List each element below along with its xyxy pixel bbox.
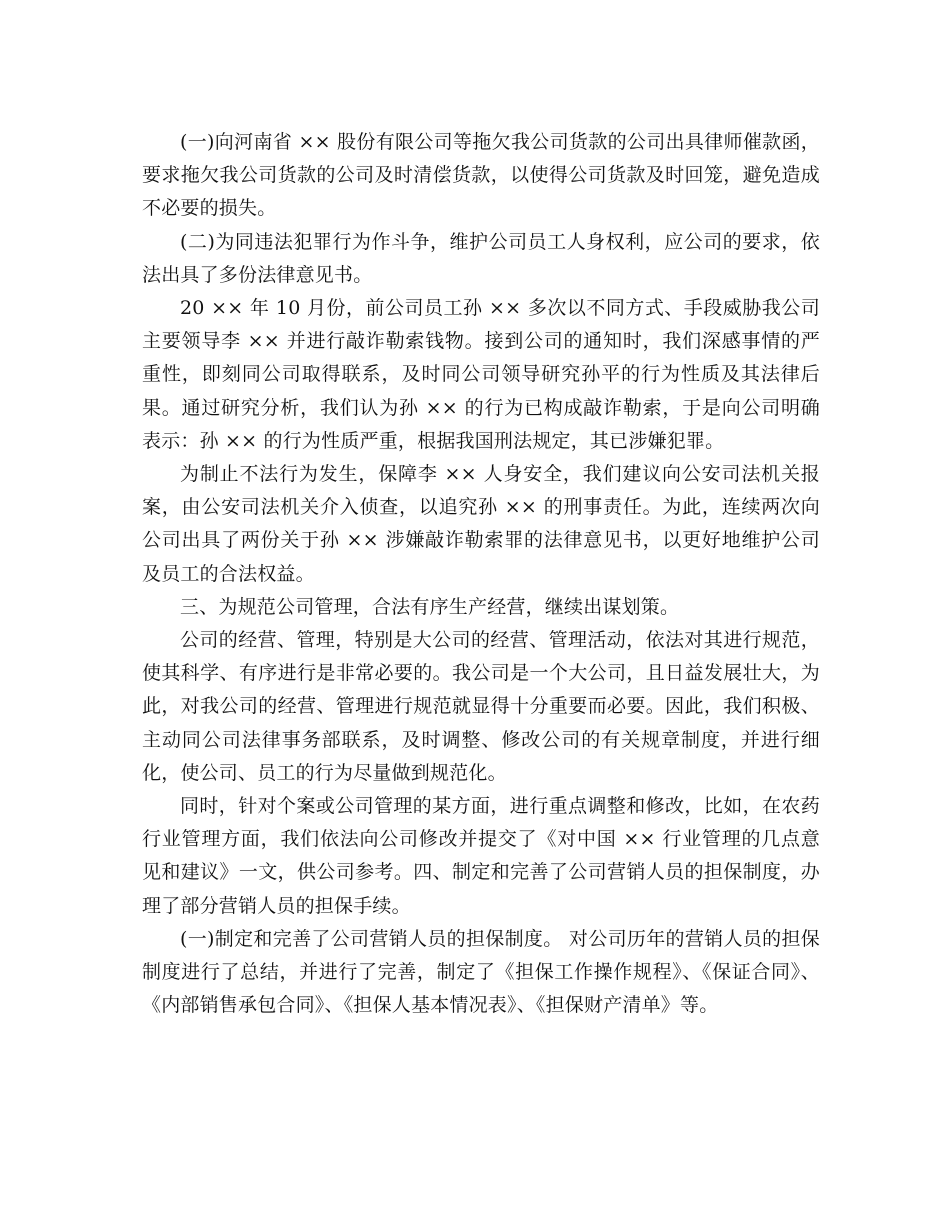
paragraph-2: (二)为同违法犯罪行为作斗争，维护公司员工人身权利，应公司的要求，依法出具了多份法律意见书。 xyxy=(142,230,820,286)
paragraph-7: 同时，针对个案或公司管理的某方面，进行重点调整和修改，比如，在农药行业管理方面，我们依法向公司修改并提交了《对中国 ×× 行业管理的几点意见和建议》一文，供公司参考。四、制定和完善了公司营销人员的担保制度，办理了部分营销人员的担保手续。 xyxy=(142,795,820,917)
paragraph-5-section-heading: 三、为规范公司管理，合法有序生产经营，继续出谋划策。 xyxy=(180,595,680,618)
paragraph-6: 公司的经营、管理，特别是大公司的经营、管理活动，依法对其进行规范，使其科学、有序进行是非常必要的。我公司是一个大公司，且日益发展壮大，为此，对我公司的经营、管理进行规范就显得十分重要而必要。因此，我们积极、主动同公司法律事务部联系，及时调整、修改公司的有关规章制度，并进行细化，使公司、员工的行为尽量做到规范化。 xyxy=(142,629,820,784)
paragraph-3: 20 ×× 年 10 月份，前公司员工孙 ×× 多次以不同方式、手段威胁我公司主要领导李 ×× 并进行敲诈勒索钱物。接到公司的通知时，我们深感事情的严重性，即刻同公司取得联系，及时同公司领导研究孙平的行为性质及其法律后果。通过研究分析，我们认为孙 ×× 的行为已构成敲诈勒索，于是向公司明确表示：孙 ×× 的行为性质严重，根据我国刑法规定，其已涉嫌犯罪。 xyxy=(142,297,820,452)
paragraph-1: (一)向河南省 ×× 股份有限公司等拖欠我公司货款的公司出具律师催款函，要求拖欠我公司货款的公司及时清偿货款，以使得公司货款及时回笼，避免造成不必要的损失。 xyxy=(142,131,820,220)
document-body xyxy=(142,126,820,1022)
paragraph-8: (一)制定和完善了公司营销人员的担保制度。 对公司历年的营销人员的担保制度进行了总结，并进行了完善，制定了《担保工作操作规程》、《保证合同》、《内部销售承包合同》、《担保人基本情况表》、《担保财产清单》等。 xyxy=(142,927,820,1017)
paragraph-4: 为制止不法行为发生，保障李 ×× 人身安全，我们建议向公安司法机关报案，由公安司法机关介入侦查，以追究孙 ×× 的刑事责任。为此，连续两次向公司出具了两份关于孙 ×× 涉嫌敲诈勒索罪的法律意见书，以更好地维护公司及员工的合法权益。 xyxy=(142,463,820,585)
